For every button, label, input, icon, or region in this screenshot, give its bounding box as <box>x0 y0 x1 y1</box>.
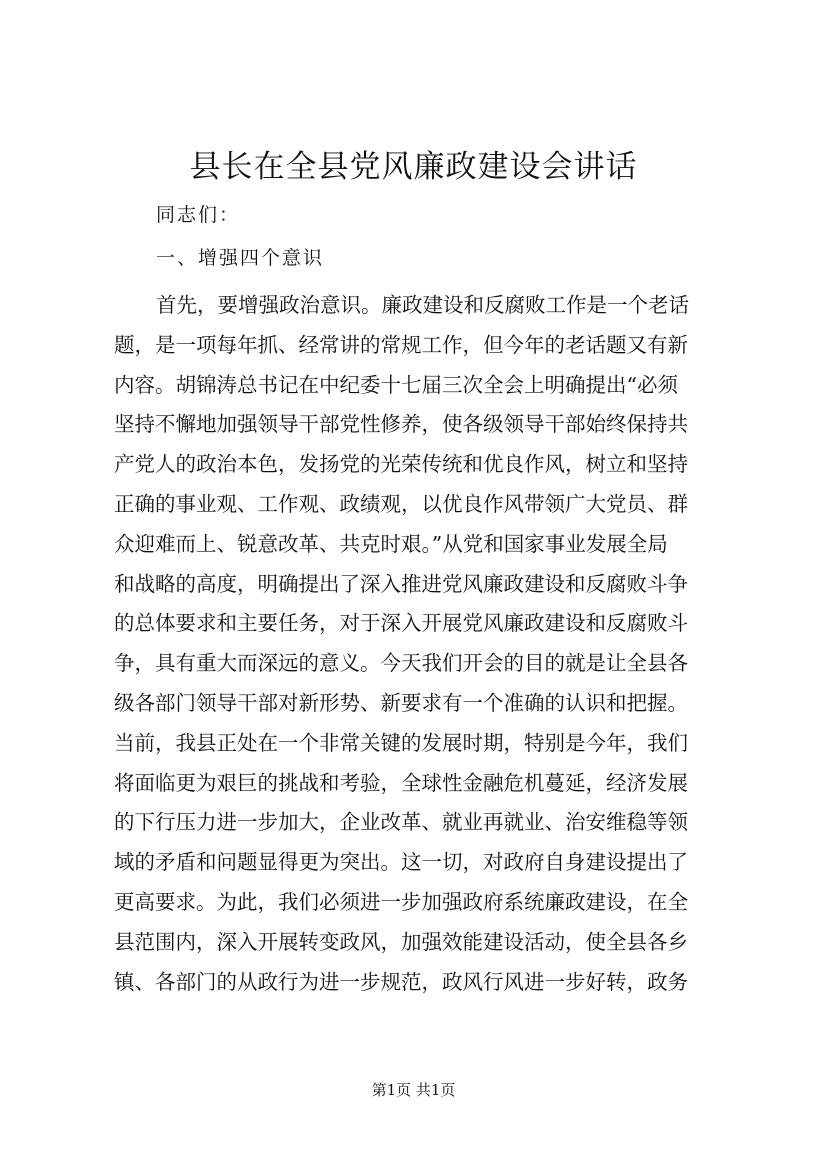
paragraph-line: 县范围内，深入开展转变政风，加强效能建设活动，使全县各乡 <box>114 929 688 954</box>
paragraph-line: 坚持不懈地加强领导干部党性修养，使各级领导干部始终保持共 <box>114 412 688 437</box>
paragraph-line: 和战略的高度，明确提出了深入推进党风廉政建设和反腐败斗争 <box>114 571 688 596</box>
paragraph-line: 级各部门领导干部对新形势、新要求有一个准确的认识和把握。 <box>114 690 688 715</box>
salutation: 同志们： <box>156 204 241 226</box>
paragraph-line: 当前，我县正处在一个非常关键的发展时期，特别是今年，我们 <box>114 730 688 755</box>
paragraph-line: 产党人的政治本色，发扬党的光荣传统和优良作风，树立和坚持 <box>114 452 688 477</box>
paragraph-line: 争，具有重大而深远的意义。今天我们开会的目的就是让全县各 <box>114 651 688 676</box>
paragraph-line: 内容。胡锦涛总书记在中纪委十七届三次全会上明确提出“必须 <box>114 372 678 397</box>
paragraph-line: 正确的事业观、工作观、政绩观，以优良作风带领广大党员、群 <box>114 491 688 516</box>
paragraph-line: 更高要求。为此，我们必须进一步加强政府系统廉政建设，在全 <box>114 889 688 914</box>
paragraph-line: 域的矛盾和问题显得更为突出。这一切，对政府自身建设提出了 <box>114 850 688 875</box>
document-title: 县长在全县党风廉政建设会讲话 <box>189 149 638 185</box>
body-paragraph <box>114 286 754 1002</box>
paragraph-line: 的总体要求和主要任务，对于深入开展党风廉政建设和反腐败斗 <box>114 611 688 636</box>
paragraph-line: 镇、各部门的从政行为进一步规范，政风行风进一步好转，政务 <box>114 969 688 994</box>
paragraph-line: 题，是一项每年抓、经常讲的常规工作，但今年的老话题又有新 <box>114 332 688 357</box>
paragraph-line: 众迎难而上、锐意改革、共克时艰。”从党和国家事业发展全局 <box>114 531 668 556</box>
paragraph-line: 将面临更为艰巨的挑战和考验，全球性金融危机蔓延，经济发展 <box>114 770 688 795</box>
page-number-footer: 第1页 共1页 <box>371 1081 456 1099</box>
paragraph-line: 的下行压力进一步加大，企业改革、就业再就业、治安维稳等领 <box>114 810 688 835</box>
paragraph-line: 首先，要增强政治意识。廉政建设和反腐败工作是一个老话 <box>156 293 689 317</box>
section-heading: 一、增强四个意识 <box>156 247 325 269</box>
